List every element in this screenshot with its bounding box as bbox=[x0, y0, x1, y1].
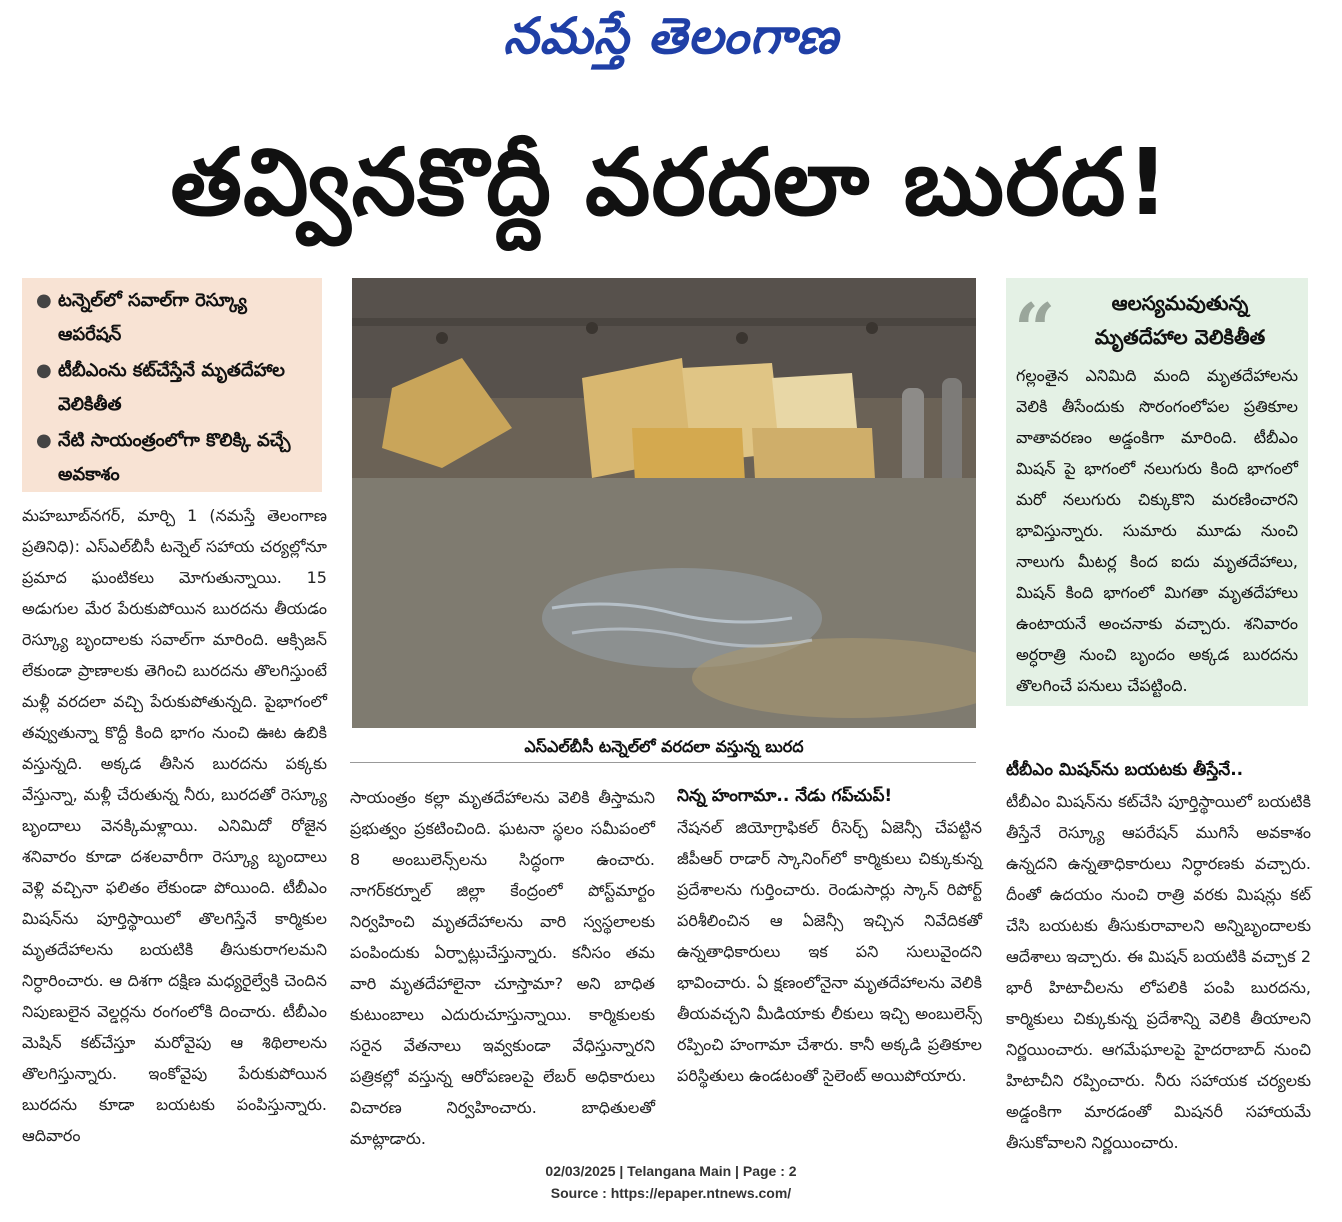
highlight-text: నేటి సాయంత్రంలోగా కొలిక్కి వచ్చే అవకాశం bbox=[58, 430, 291, 485]
bullet-icon: ● bbox=[36, 290, 52, 311]
footer bbox=[0, 1160, 1342, 1204]
bullet-icon: ● bbox=[36, 430, 52, 451]
column-text: టీబీఎం మిషన్‌ను కట్‌చేసి పూర్తిస్థాయిలో బయటికి తీస్తేనే రెస్క్యూ ఆపరేషన్‌ ముగిసే అవకాశం ఉన్నదని ఉన్నతాధికారులు నిర్ధారణకు వచ్చారు. దీంతో ఉదయం నుంచి రాత్రి వరకు మిషన్లు కట్‌ చేసి బయటకు తీసుకురావాలని అన్నిబృందాలకు ఆదేశాలు ఇచ్చారు. ఈ మిషన్‌ బయటికి వచ్చాక 2 భారీ హిటాచీలను లోపలికి పంపి బురదను, కార్మికులు చిక్కుకున్న ప్రదేశాన్ని వెలికి తీయాలని నిర్ణయించారు. ఆగమేఘాలపై హైదరాబాద్‌ నుంచి హిటాచీని రప్పించారు. నీరు సహాయక చర్యలకు అడ్డంకిగా మారడంతో మిషనరీ సహాయమే తీసుకోవాలని నిర్ణయించారు. bbox=[1006, 792, 1311, 1152]
tunnel-photo bbox=[352, 278, 976, 728]
footer-source-line: Source : https://epaper.ntnews.com/ bbox=[550, 1185, 792, 1201]
highlight-item bbox=[36, 424, 314, 492]
column-text: నేషనల్‌ జియోగ్రాఫికల్‌ రీసెర్చ్‌ ఏజెన్సీ చేపట్టిన జీపీఆర్‌ రాడార్‌ స్కానింగ్‌లో కార్మికులు చిక్కుకున్న ప్రదేశాలను గుర్తించారు. రెండుసార్లు స్కాన్‌ రిపోర్ట్‌ పరిశీలించిన ఆ ఏజెన్సీ ఇచ్చిన నివేదికతో ఉన్నతాధికారులు ఇక పని సులువైందని భావించారు. ఏ క్షణంలోనైనా మృతదేహాలను వెలికి తీయవచ్చని మీడియాకు లీకులు ఇచ్చి అంబులెన్స్‌ రప్పించి హంగామా చేశారు. కానీ అక్కడి ప్రతికూల పరిస్థితులు ఉండటంతో సైలెంట్‌ అయిపోయారు. bbox=[677, 818, 982, 1085]
photo-caption: ఎస్‌ఎల్‌బీసీ టన్నెల్‌లో వరదలా వస్తున్న బురద bbox=[524, 737, 804, 756]
quote-box bbox=[1006, 278, 1308, 706]
quote-body: గల్లంతైన ఎనిమిది మంది మృతదేహాలను వెలికి తీసేందుకు సొరంగంలోపల ప్రతికూల వాతావరణం అడ్డంకిగా మారింది. టీబీఎం మిషన్‌ పై భాగంలో నలుగురు కింది భాగంలో మరో నలుగురు చిక్కుకొని మరణించారని భావిస్తున్నారు. సుమారు మూడు నుంచి నాలుగు మీటర్ల కింద ఐదు మృతదేహాలు, మిషన్‌ కింది భాగంలో మిగతా మృతదేహాలు ఉంటాయనే అంచనాకు వచ్చారు. శనివారం అర్ధరాత్రి నుంచి బృందం అక్కడ బురదను తొలగించే పనులు చేపట్టింది. bbox=[1016, 366, 1298, 695]
subheading: టీబీఎం మిషన్‌ను బయటకు తీస్తేనే.. bbox=[1006, 760, 1244, 780]
article-column-4 bbox=[1006, 756, 1311, 1158]
highlight-item bbox=[36, 284, 314, 352]
footer-date-line: 02/03/2025 | Telangana Main | Page : 2 bbox=[545, 1163, 797, 1179]
article-column-1: మహబూబ్‌నగర్‌, మార్చి 1 (నమస్తే తెలంగాణ ప్రతినిధి): ఎస్‌ఎల్‌బీసీ టన్నెల్‌ సహాయ చర్యల్లోనూ ప్రమాద ఘంటికలు మోగుతున్నాయి. 15 అడుగుల మేర పేరుకుపోయిన బురదను తీయడం రెస్క్యూ బృందాలకు సవాల్‌గా మారింది. ఆక్సిజన్‌ లేకుండా ప్రాణాలకు తెగించి బురదను తొలగిస్తుంటే మళ్లీ వరదలా వచ్చి పేరుకుపోతున్నది. పైభాగంలో తవ్వుతున్నా కొద్దీ కింది భాగం నుంచి ఊట ఉబికి వస్తున్నది. అక్కడ తీసిన బురదను పక్కకు వేస్తున్నా, మళ్లీ చేరుతున్న నీరు, బురదతో రెస్క్యూ బృందాలు వెనక్కిమళ్లాయి. ఎనిమిదో రోజైన శనివారం కూడా దశలవారీగా రెస్క్యూ బృందాలు వెళ్లి వచ్చినా ఫలితం లేకుండా పోయింది. టీబీఎం మిషన్‌ను పూర్తిస్థాయిలో తొలగిస్తేనే కార్మికుల మృతదేహాలను బయటికి తీసుకురాగలమని నిర్ధారించారు. ఆ దిశగా దక్షిణ మధ్యరైల్వేకి చెందిన నిపుణులైన వెల్డర్లను రంగంలోకి దించారు. టీబీఎం మెషిన్‌ కట్‌చేస్తూ మరోవైపు ఆ శిథిలాలను తొలగిస్తున్నారు. ఇంకోవైపు పేరుకుపోయిన బురదను కూడా బయటకు పంపిస్తున్నారు. ఆదివారం bbox=[22, 506, 327, 1145]
divider bbox=[350, 762, 976, 763]
newspaper-masthead: నమస్తే తెలంగాణ bbox=[503, 6, 839, 65]
article-column-2: సాయంత్రం కల్లా మృతదేహాలను వెలికి తీస్తామని ప్రభుత్వం ప్రకటించింది. ఘటనా స్థలం సమీపంలో 8 అంబులెన్స్‌లను సిద్ధంగా ఉంచారు. నాగర్‌కర్నూల్‌ జిల్లా కేంద్రంలో పోస్ట్‌మార్టం నిర్వహించి మృతదేహాలను వారి స్వస్థలాలకు పంపిందుకు ఏర్పాట్లుచేస్తున్నారు. కనీసం తమ వారి మృతదేహాలైనా చూస్తామా? అని బాధిత కుటుంబాలు ఎదురుచూస్తున్నాయి. కార్మికులకు సరైన వేతనాలు ఇవ్వకుండా వేధిస్తున్నారని పత్రికల్లో వస్తున్న ఆరోపణలపై లేబర్‌ అధికారులు విచారణ నిర్వహించారు. బాధితులతో మాట్లాడారు. bbox=[350, 788, 655, 1148]
quote-mark-icon: “ bbox=[1014, 287, 1056, 372]
highlights-box bbox=[22, 278, 322, 492]
highlight-text: టీబీఎంను కట్‌చేస్తేనే మృతదేహాల వెలికితీత bbox=[58, 360, 285, 415]
headline: తవ్వినకొద్దీ వరదలా బురద! bbox=[170, 129, 1170, 236]
highlight-item bbox=[36, 354, 314, 422]
bullet-icon: ● bbox=[36, 360, 52, 381]
article-column-3 bbox=[677, 782, 982, 1091]
tunnel-mud-illustration bbox=[352, 278, 976, 728]
subheading: నిన్న హంగామా.. నేడు గప్‌చుప్‌! bbox=[677, 786, 893, 806]
quote-title: ఆలస్యమవుతున్న మృతదేహాల వెలికితీత bbox=[1094, 291, 1266, 349]
highlight-text: టన్నెల్‌లో సవాల్‌గా రెస్క్యూ ఆపరేషన్ bbox=[58, 290, 247, 345]
